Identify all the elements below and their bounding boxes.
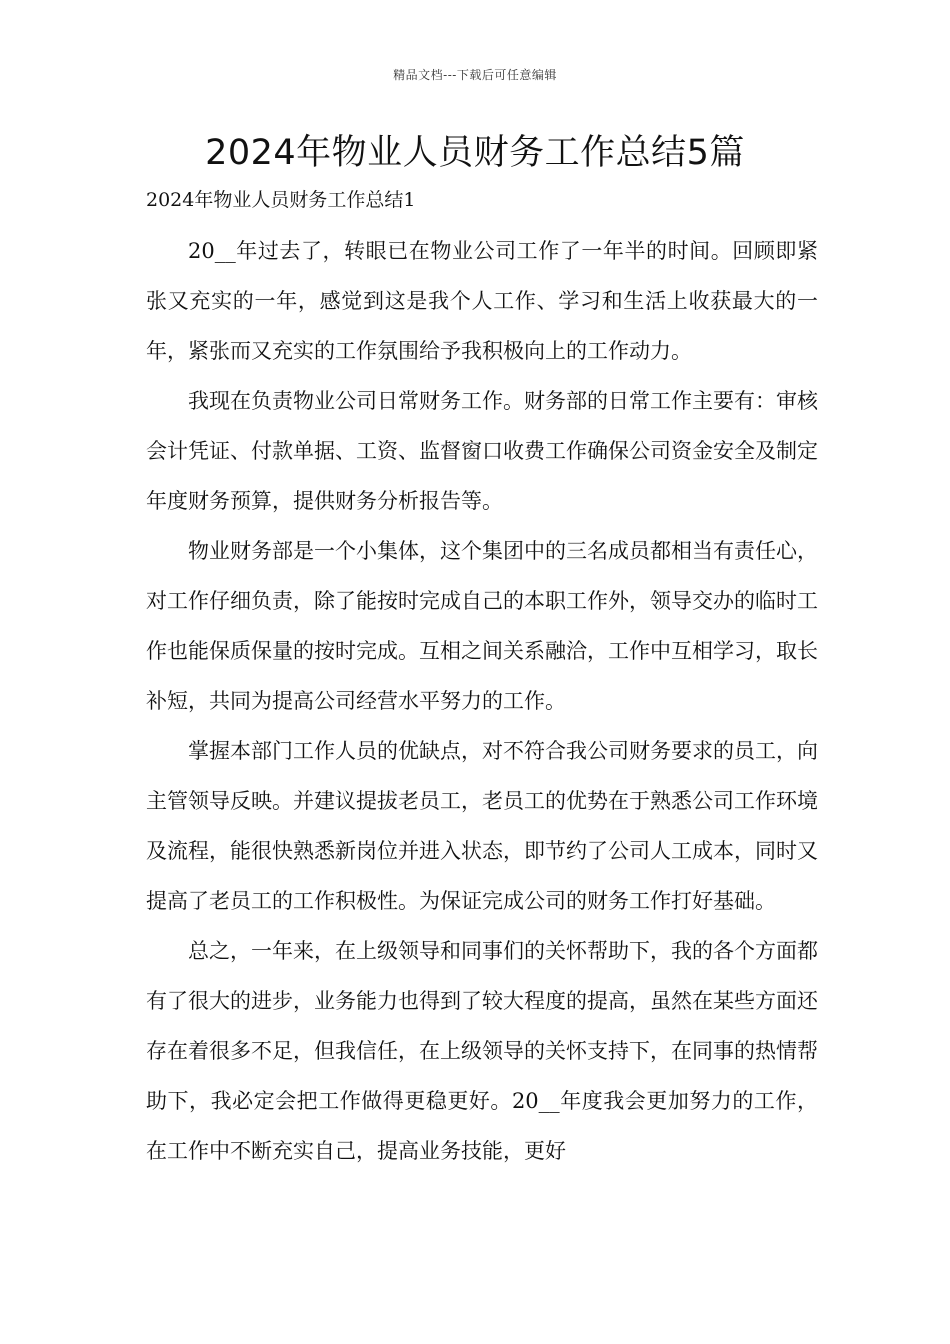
paragraph-4: 掌握本部门工作人员的优缺点，对不符合我公司财务要求的员工，向主管领导反映。并建议提拔老员工，老员工的优势在于熟悉公司工作环境及流程，能很快熟悉新岗位并进入状态，即节约了公司人工成本，同时又提高了老员工的工作积极性。为保证完成公司的财务工作打好基础。: [146, 739, 818, 913]
document-title: 2024年物业人员财务工作总结5篇: [205, 133, 745, 173]
document-body: [146, 226, 818, 1176]
paragraph-2: 我现在负责物业公司日常财务工作。财务部的日常工作主要有：审核会计凭证、付款单据、工资、监督窗口收费工作确保公司资金安全及制定年度财务预算，提供财务分析报告等。: [146, 389, 818, 513]
paragraph-1: 20__年过去了，转眼已在物业公司工作了一年半的时间。回顾即紧张又充实的一年，感觉到这是我个人工作、学习和生活上收获最大的一年，紧张而又充实的工作氛围给予我积极向上的工作动力。: [146, 239, 818, 363]
paragraph-3: 物业财务部是一个小集体，这个集团中的三名成员都相当有责任心，对工作仔细负责，除了能按时完成自己的本职工作外，领导交办的临时工作也能保质保量的按时完成。互相之间关系融洽，工作中互相学习，取长补短，共同为提高公司经营水平努力的工作。: [146, 539, 818, 713]
section-heading: 2024年物业人员财务工作总结1: [146, 189, 416, 211]
page-header: 精品文档---下载后可任意编辑: [393, 68, 557, 82]
paragraph-5: 总之，一年来，在上级领导和同事们的关怀帮助下，我的各个方面都有了很大的进步，业务能力也得到了较大程度的提高，虽然在某些方面还存在着很多不足，但我信任，在上级领导的关怀支持下，在同事的热情帮助下，我必定会把工作做得更稳更好。20__年度我会更加努力的工作，在工作中不断充实自己，提高业务技能，更好: [146, 939, 818, 1163]
